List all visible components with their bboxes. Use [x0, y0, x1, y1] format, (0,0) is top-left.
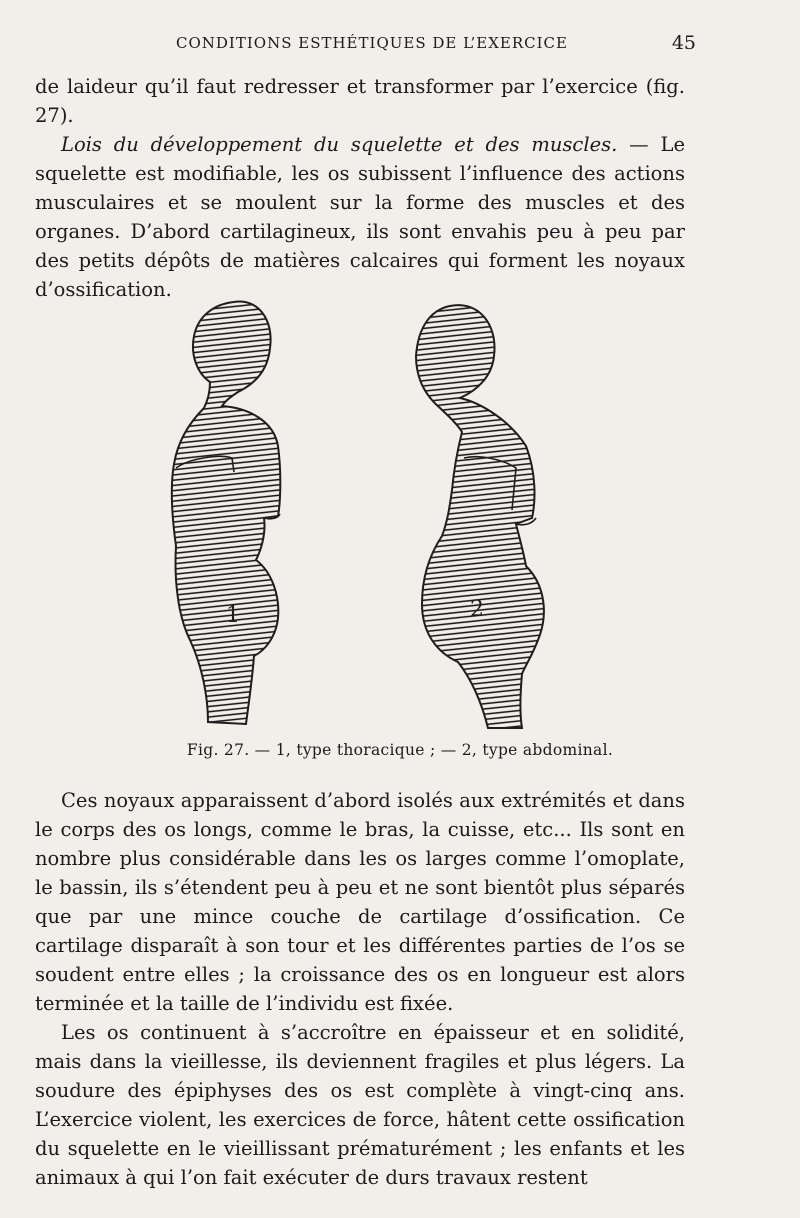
paragraph: Ces noyaux apparaissent d’abord isolés aux extrémités et dans le corps des os longs, comme le bras, la cuisse, etc... Ils sont en nombre plus considérable dans les os larges comme l’omoplate, le bassin, ils s’étendent peu à peu et ne sont bientôt plus séparés que par une mince couche de cartilage d’ossification. Ce cartilage disparaît à son tour et les différentes parties de l’os se soudent entre elles ; la croissance des os en longueur est alors terminée et la taille de l’individu est fixée.: [35, 789, 685, 1015]
thoracic-type-silhouette: [172, 302, 280, 724]
running-title: CONDITIONS ESTHÉTIQUES DE L’EXERCICE: [176, 34, 568, 52]
paragraph: [35, 130, 685, 304]
text-block-bottom: [35, 786, 685, 1192]
figure-label-2: 2: [470, 597, 484, 622]
section-heading: Lois du développement du squelette et des muscles.: [61, 133, 618, 156]
silhouettes-illustration: [160, 296, 580, 736]
text-block-top: [35, 72, 685, 304]
paragraph: de laideur qu’il faut redresser et transformer par l’exercice (fig. 27).: [35, 75, 685, 127]
figure-label-1: 1: [226, 603, 240, 628]
page-number: 45: [671, 32, 696, 54]
paragraph: Les os continuent à s’accroître en épaisseur et en solidité, mais dans la vieillesse, ils deviennent fragiles et plus légers. La soudure des épiphyses des os est complète à vingt-cinq ans. L’exercice violent, les exercices de force, hâtent cette ossification du squelette en le vieillissant prématurément ; les enfants et les animaux à qui l’on fait exécuter de durs travaux restent: [35, 1021, 685, 1189]
abdominal-type-silhouette: [416, 305, 544, 728]
figure-27: [160, 296, 580, 736]
paragraph-text: — Le squelette est modifiable, les os subissent l’influence des actions musculaires et se moulent sur la forme des muscles et des organes. D’abord cartilagineux, ils sont envahis peu à peu par des petits dépôts de matières calcaires qui forment les noyaux d’ossification.: [35, 133, 685, 301]
figure-caption: Fig. 27. — 1, type thoracique ; — 2, type abdominal.: [186, 741, 614, 759]
